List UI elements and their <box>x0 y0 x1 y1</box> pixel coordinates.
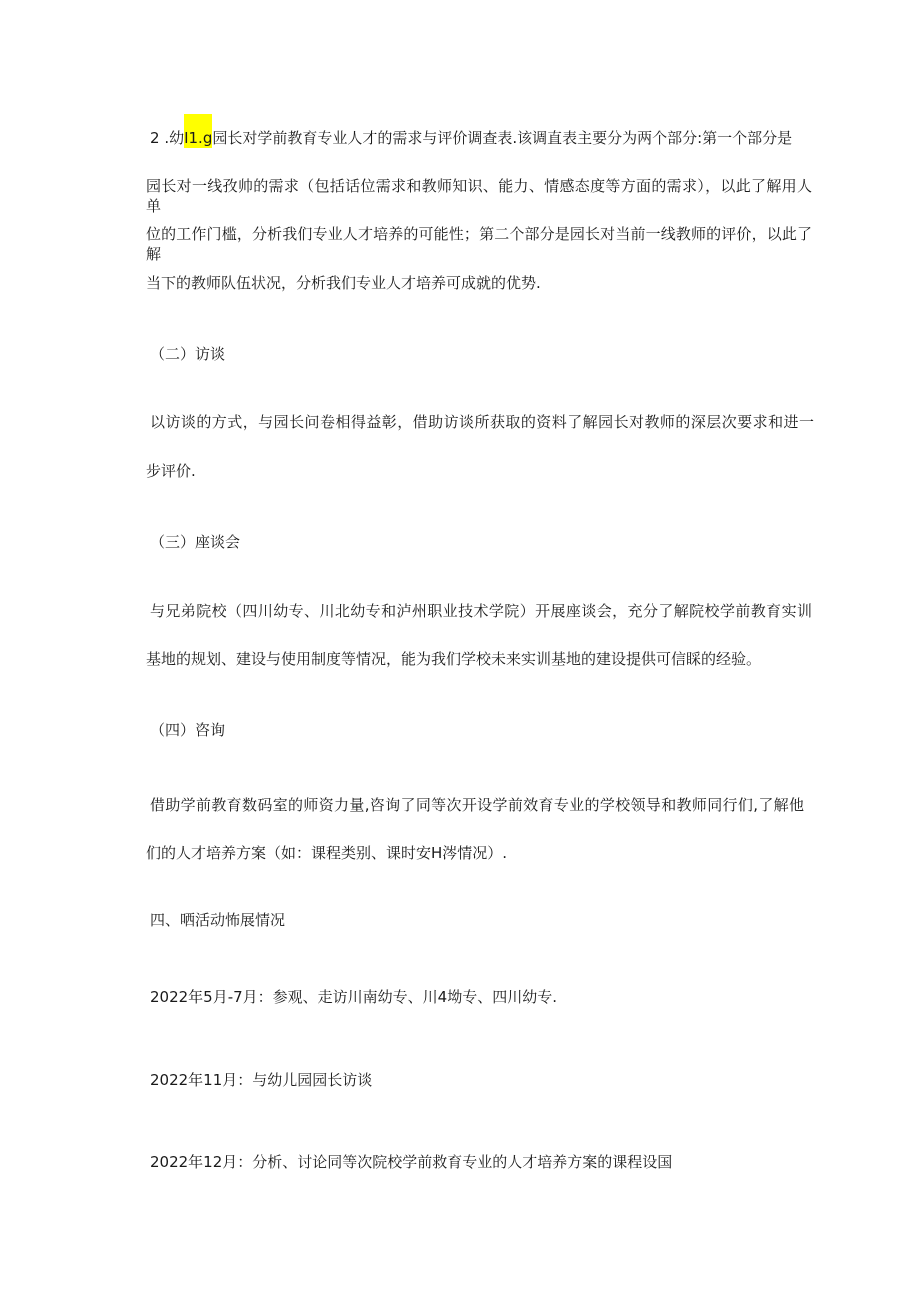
paragraph-3-line-2: 基地的规划、建设与使用制度等情况，能为我们学校未来实训基地的建设提供可信睬的经验。 <box>146 650 762 668</box>
heading-consultation: （四）咨询 <box>150 721 226 739</box>
paragraph-3-line-1: 与兄弟院校（四川幼专、川北幼专和泸州职业技术学院）开展座谈会，充分了解院校学前教育实训 <box>150 602 812 620</box>
list-number: 2 <box>150 129 160 147</box>
paragraph-2-line-2: 步评价. <box>146 462 196 480</box>
section-4-heading: 四、哂活动怖展情况 <box>150 911 286 929</box>
heading-interview: （二）访谈 <box>150 345 226 363</box>
paragraph-1-line-2: 园长对一线孜帅的需求（包括话位需求和教师知识、能力、情感态度等方面的需求），以此了解用人单 <box>146 177 812 215</box>
paragraph-1-line-1 <box>150 128 792 148</box>
paragraph-4-line-2: 们的人才培养方案（如：课程类别、课时安H涔情况）. <box>146 844 508 862</box>
paragraph-1-prefix: .幼 <box>159 129 185 147</box>
paragraph-2-line-1: 以访谈的方式，与园长问卷相得益彰，借助访谈所获取的资料了解园长对教师的深层次要求和进一 <box>150 413 814 431</box>
timeline-item: 2022年12月：分析、讨论同等次院校学前救育专业的人才培养方案的课程设国 <box>150 1153 673 1171</box>
timeline-item: 2022年5月-7月：参观、走访川南幼专、川4坳专、四川幼专. <box>150 988 557 1006</box>
paragraph-1-line-4: 当下的教师队伍状况，分析我们专业人才培养可成就的优势. <box>146 274 541 292</box>
paragraph-1-rest: 园长对学前教育专业人才的需求与评价调查表.该调直表主要分为两个部分:第一个部分是 <box>212 129 793 147</box>
paragraph-4-line-1: 借助学前教育数码室的师资力量,咨询了同等次开设学前效育专业的学校领导和教师同行们,了解他 <box>150 796 804 814</box>
paragraph-1-line-3: 位的工作门槛，分析我们专业人才培养的可能性；第二个部分是园长对当前一线教师的评价，以此了解 <box>146 225 812 263</box>
heading-symposium: （三）座谈会 <box>150 533 241 551</box>
timeline-item: 2022年11月：与幼儿园园长访谈 <box>150 1071 373 1089</box>
highlighted-text: I1.g <box>184 114 212 148</box>
